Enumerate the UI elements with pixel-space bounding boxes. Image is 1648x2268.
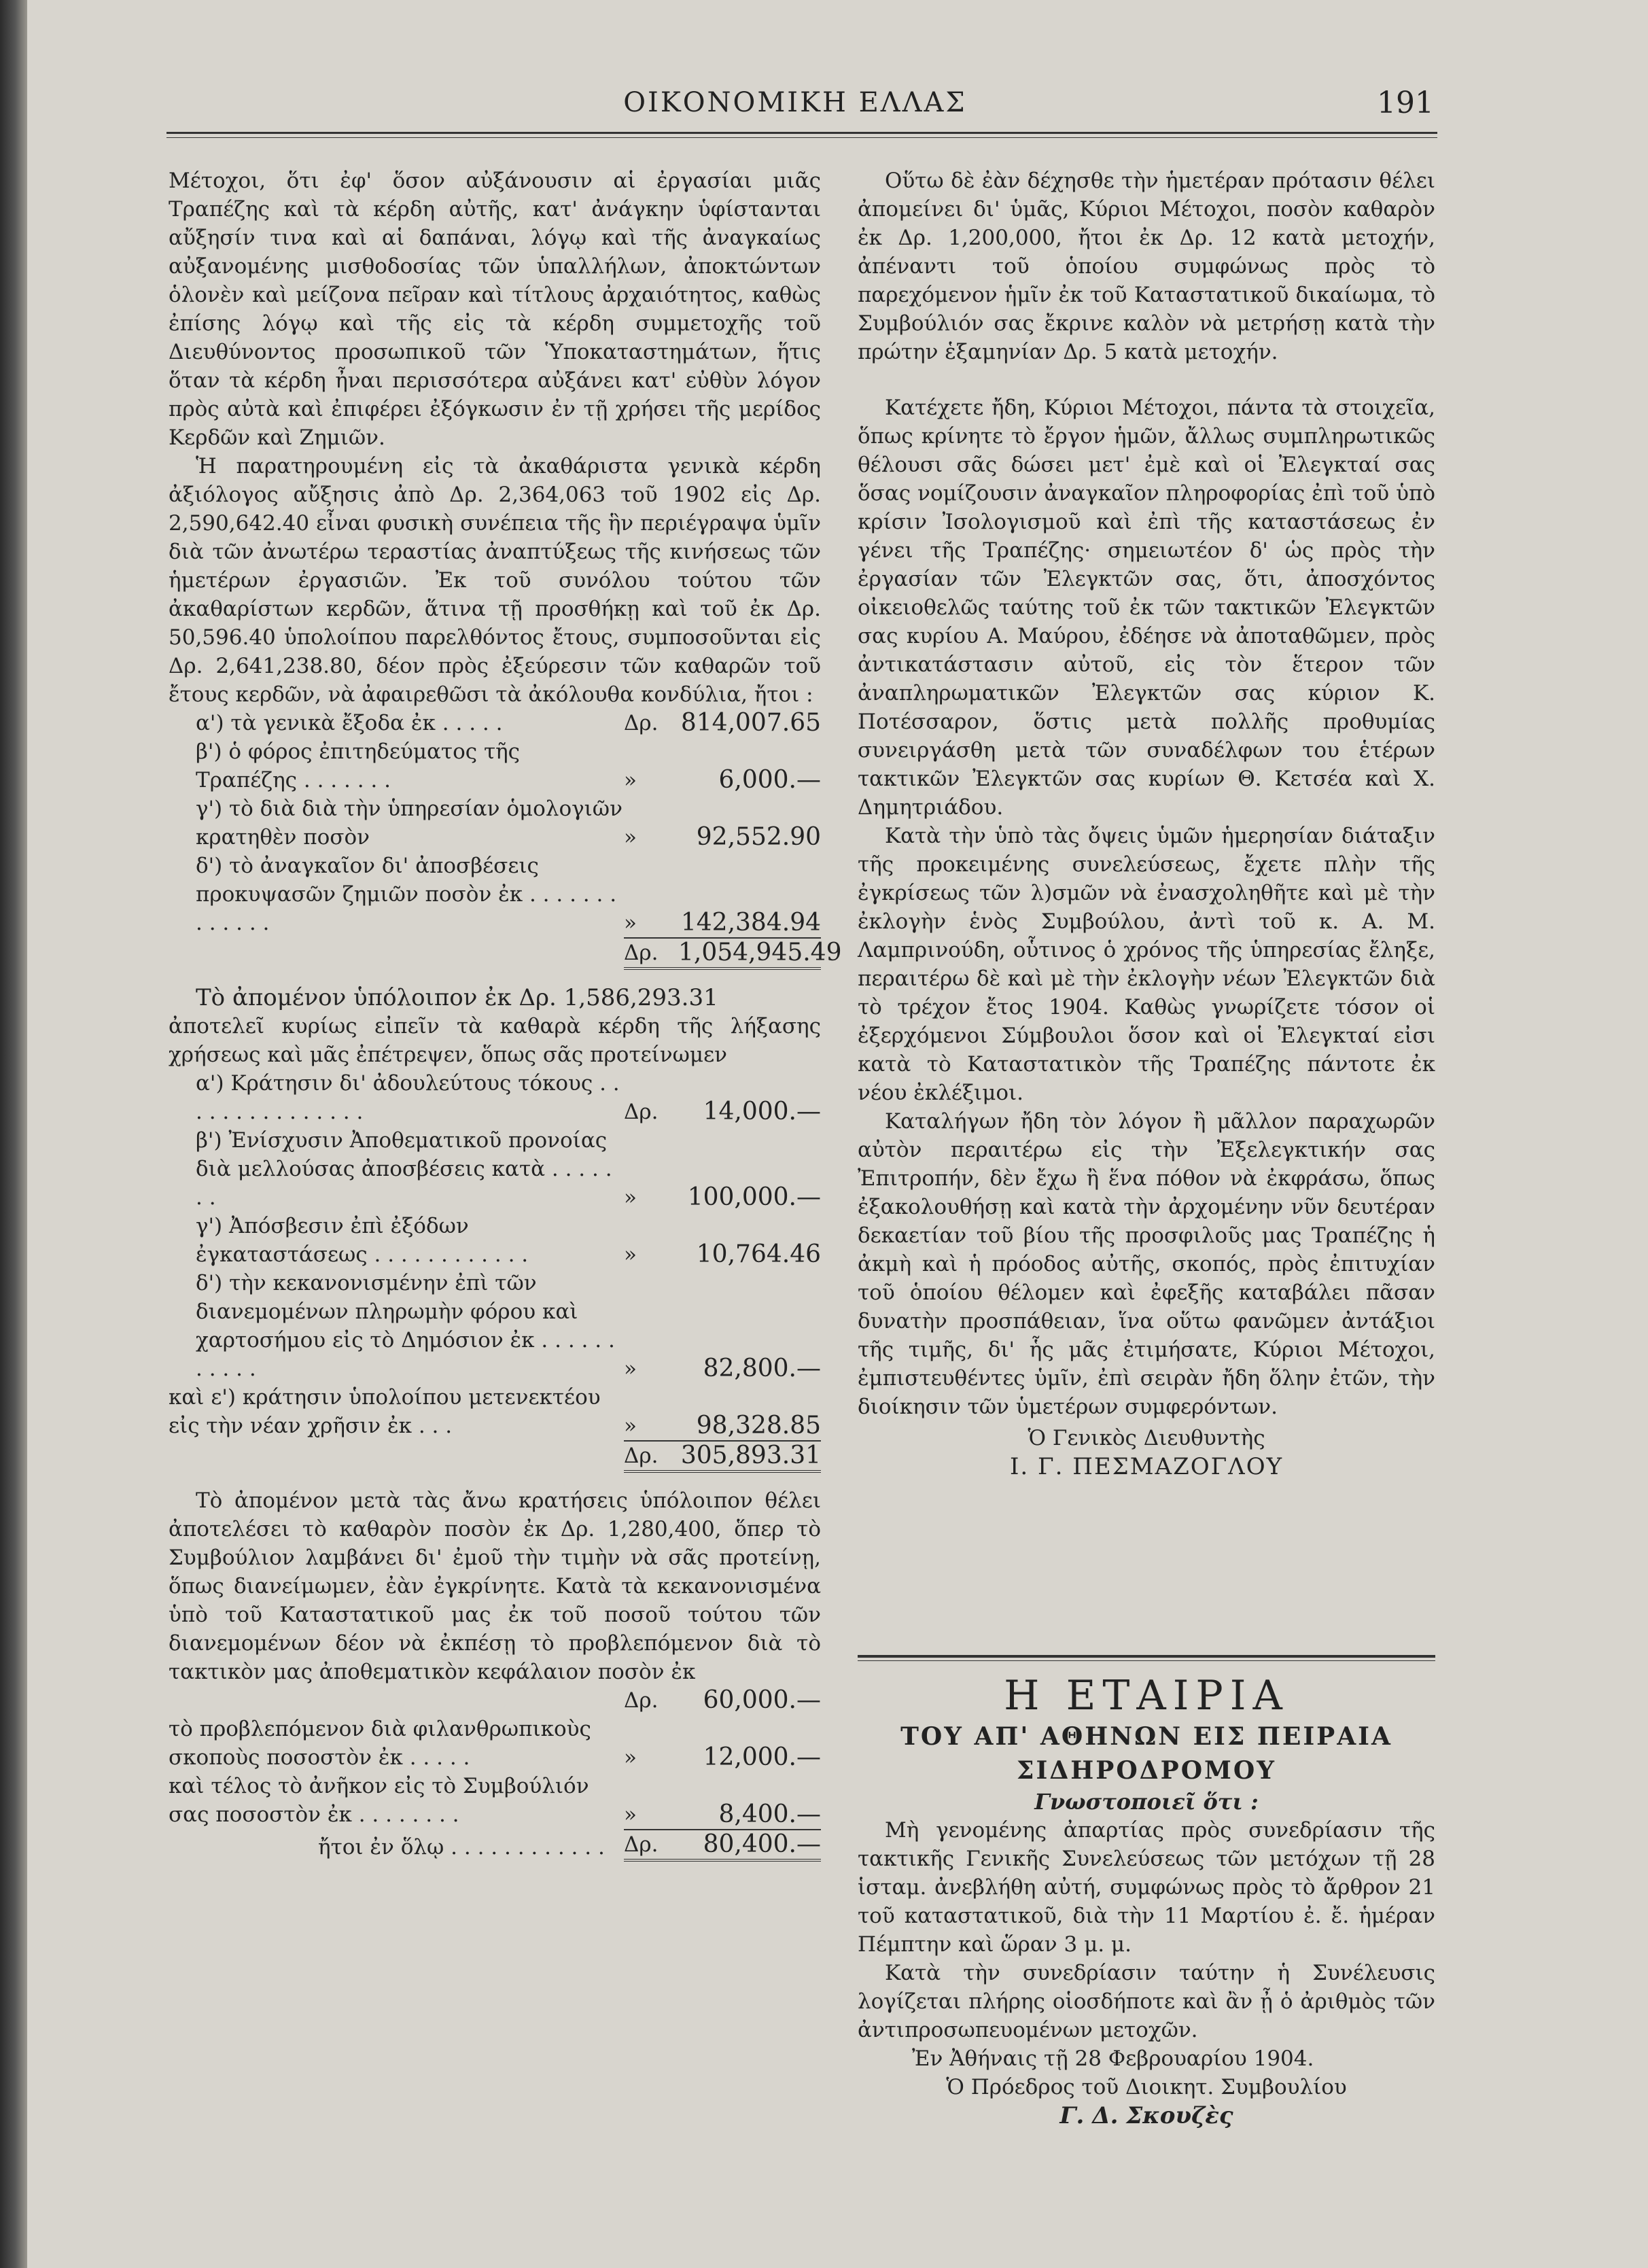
paragraph: Κατὰ τὴν ὑπὸ τὰς ὄψεις ὑμῶν ἡμερησίαν διάταξιν τῆς προκειμένης συνελεύσεως, ἔχετε πλὴν τῆς ἐγκρίσεως τῶν λ)σμῶν νὰ ἐνασχοληθῆτε καὶ μὲ τὴν ἐκλογὴν ἑνὸς Συμβούλου, ἀντὶ τοῦ κ. Α. Μ. Λαμπρινούδη, οὗτινος ὁ χρόνος τῆς ὑπηρεσίας ἔληξε, περαιτέρω δὲ καὶ μὲ τὴν ἐκλογὴν νέων Ἐλεγκτῶν διὰ τὸ τρέχον ἔτος 1904. Καθὼς γνωρίζετε τόσον οἱ ἐξερχόμενοι Σύμβουλοι ὅσον καὶ οἱ Ἐλεγκταί εἰσι κατὰ τὸ Καταστατικὸν τῆς Τραπέζης πάντοτε ἐκ νέου ἐκλέξιμοι.	[858, 824, 1435, 1105]
paragraph: Κατέχετε ἤδη, Κύριοι Μέτοχοι, πάντα τὰ στοιχεῖα, ὅπως κρίνητε τὸ ἔργον ἡμῶν, ἄλλως συμπληρωτικῶς θέλουσι σᾶς δώσει μετ' ἐμὲ καὶ οἱ Ἐλεγκταί σας ὅσας νομίζουσιν ἀναγκαῖον πληροφορίας ἐπὶ τοῦ ὑπὸ κρίσιν Ἰσολογισμοῦ καὶ ἐπὶ τῆς καταστάσεως ἐν γένει τῆς Τραπέζης· σημειωτέον δ' ὡς πρὸς τὴν ἐργασίαν τῶν Ἐλεγκτῶν σας, ὅτι, ἀποσχόντος οἰκειοθελῶς ταύτης τοῦ ἐκ τῶν τακτικῶν Ἐλεγκτῶν σας κυρίου Α. Μαύρου, ἐδέησε νὰ ἀποταθῶμεν, πρὸς ἀντικατάστασιν αὐτοῦ, εἰς τὸν ἕτερον τῶν ἀναπληρωματικῶν Ἐλεγκτῶν σας κύριον Κ. Ποτέσσαρον, ὅστις μετὰ πολλῆς προθυμίας συνειργάσθη μετὰ τῶν συναδέλφων του ἑτέρων τακτικῶν Ἐλεγκτῶν σας κυρίων Θ. Κετσέα καὶ Χ. Δημητριάδου.	[858, 396, 1435, 820]
allocations-list	[169, 1069, 821, 1473]
page-number: 191	[1377, 86, 1434, 120]
header-rule-thin	[166, 137, 1437, 138]
paragraph: Οὕτω δὲ ἐὰν δέχησθε τὴν ἡμετέραν πρότασιν θέλει ἀπομείνει δι' ὑμᾶς, Κύριοι Μέτοχοι, ποσὸν καθαρὸν ἐκ Δρ. 1,200,000, ἤτοι ἐκ Δρ. 12 κατὰ μετοχήν, ἀπέναντι τοῦ ὁποίου συμφώνως πρὸς τὸ παρεχόμενον ἡμῖν ἐκ τοῦ Καταστατικοῦ δικαίωμα, τὸ Συμβούλιόν σας ἔκρινε καλὸν νὰ μετρήσῃ κατὰ τὴν πρώτην ἑξαμηνίαν Δρ. 5 κατὰ μετοχήν.	[858, 169, 1435, 364]
notice-subtitle: ΤΟΥ ΑΠ' ΑΘΗΝΩΝ ΕΙΣ ΠΕΙΡΑΙΑ ΣΙΔΗΡΟΔΡΟΜΟΥ	[900, 1722, 1392, 1785]
distribution-list	[169, 1686, 821, 1862]
book-spine	[0, 0, 27, 2268]
list-total: Δρ. 305,893.31	[169, 1440, 821, 1473]
advertisement-rule-thin	[858, 1660, 1435, 1661]
signature-name: Ι. Γ. ΠΕΣΜΑΖΟΓΛΟΥ	[1009, 1453, 1284, 1480]
running-title: ΟΙΚΟΝΟΜΙΚΗ ΕΛΛΑΣ	[623, 87, 967, 118]
page-header	[156, 82, 1434, 129]
left-column	[169, 167, 842, 1862]
paragraph: Μέτοχοι, ὅτι ἐφ' ὅσον αὐξάνουσιν αἱ ἐργασίαι μιᾶς Τραπέζης καὶ τὰ κέρδη αὐτῆς, κατ' ἀνάγκην ὑφίστανται αὔξησίν τινα καὶ αἱ δαπάναι, λόγῳ καὶ τῆς ἀναγκαίως αὐξανομένης μισθοδοσίας τῶν ὑπαλλήλων, ἀποκτώντων ὁλονὲν καὶ μείζονα πεῖραν καὶ τίτλους ἀρχαιότητος, καθὼς ἐπίσης λόγῳ καὶ τῆς εἰς τὰ κέρδη συμμετοχῆς τοῦ Διευθύνοντος προσωπικοῦ τῶν Ὑποκαταστημάτων, ἥτις ὅταν τὰ κέρδη ἦναι περισσότερα αὐξάνει κατ' εὐθὺν λόγον πρὸς αὐτὰ καὶ ἐπιφέρει ἐξόγκωσιν ἐν τῇ χρήσει τῆς μερίδος Κερδῶν καὶ Ζημιῶν.	[169, 169, 821, 450]
right-column	[858, 167, 1435, 1481]
paragraph: Τὸ ἀπομένον μετὰ τὰς ἄνω κρατήσεις ὑπόλοιπον θέλει ἀποτελέσει τὸ καθαρὸν ποσὸν ἐκ Δρ. 1,280,400, ὅπερ τὸ Συμβούλιον λαμβάνει δι' ἐμοῦ τὴν τιμὴν νὰ σᾶς προτείνῃ, ὅπως διανείμωμεν, ἐὰν ἐγκρίνητε. Κατὰ τὰ κεκανονισμένα ὑπὸ τοῦ Καταστατικοῦ μας ἐκ τοῦ ποσοῦ τούτου τῶν διανεμομένων δέον νὰ ἐκπέσῃ τὸ προβλεπόμενον διὰ τὸ τακτικὸν μας ἀποθεματικὸν κεφάλαιον ποσὸν ἐκ	[169, 1488, 821, 1684]
list-item: γ') Ἀπόσβεσιν ἐπὶ ἐξόδων ἐγκαταστάσεως . . . . . . . . . . . . » 10,764.46	[196, 1214, 821, 1268]
list-item: τὸ προβλεπόμενον διὰ φιλανθρωπικοὺς σκοποὺς ποσοστὸν ἐκ . . . . . » 12,000.—	[169, 1717, 821, 1771]
list-item: δ') τὸ ἀναγκαῖον δι' ἀποσβέσεις προκυψασῶν ζημιῶν ποσὸν ἐκ . . . . . . . . . . . . . » 142,384.94	[196, 854, 821, 937]
notice-date: Ἐν Ἀθήναις τῇ 28 Φεβρουαρίου 1904.	[912, 2046, 1314, 2071]
paragraph: Μὴ γενομένης ἀπαρτίας πρὸς συνεδρίασιν τῆς τακτικῆς Γενικῆς Συνελεύσεως τῶν μετόχων τῇ 28 ἱσταμ. ἀνεβλήθη αὐτή, συμφώνως πρὸς τὸ ἄρθρον 21 τοῦ καταστατικοῦ, διὰ τὴν 11 Μαρτίου ἐ. ἔ. ἡμέραν Πέμπτην καὶ ὥραν 3 μ. μ.	[858, 1818, 1435, 1957]
list-total: Δρ. 1,054,945.49	[169, 937, 821, 970]
paragraph: Καταλήγων ἤδη τὸν λόγον ἢ μᾶλλον παραχωρῶν αὐτὸν περαιτέρω εἰς τὴν Ἐξελεγκτικήν σας Ἐπιτροπήν, δὲν ἔχω ἢ ἕνα πόθον νὰ ἐκφράσω, ὅπως ἐξακολουθήσῃ καὶ κατὰ τὴν ἀρχομένην νῦν δευτέραν δεκαετίαν τοῦ βίου τῆς προσφιλοῦς μας Τραπέζης ἡ ἀκμὴ καὶ ἡ πρόοδος αὐτῆς, σκοπός, πρὸς ἐπιτυχίαν τοῦ ὁποίου θέλομεν καὶ ἐφεξῆς καταβάλει πᾶσαν δυνατὴν προσπάθειαν, ἵνα οὕτω φανῶμεν ἀντάξιοι τῆς τιμῆς, δι' ἧς μᾶς ἐτιμήσατε, Κύριοι Μέτοχοι, ἐμπιστευθέντες ὑμῖν, ἐπὶ σειρὰν ἤδη ὅλην ἐτῶν, τὴν διοίκησιν τῶν ὑμετέρων συμφερόντων.	[858, 1109, 1435, 1419]
paragraph: ἀποτελεῖ κυρίως εἰπεῖν τὰ καθαρὰ κέρδη τῆς λήξασης χρήσεως καὶ μᾶς ἐπέτρεψεν, ὅπως σᾶς προτείνωμεν	[169, 1014, 821, 1067]
signature-role: Ὁ Γενικὸς Διευθυντὴς	[1028, 1426, 1265, 1450]
notice-title: Η ΕΤΑΙΡΙΑ	[1004, 1672, 1289, 1720]
list-item: καὶ τέλος τὸ ἀνῆκον εἰς τὸ Συμβούλιόν σας ποσοστὸν ἐκ . . . . . . . . » 8,400.—	[169, 1774, 821, 1828]
notice-signature: Γ. Δ. Σκουζὲς	[1059, 2102, 1233, 2129]
deductions-list	[169, 709, 842, 970]
paragraph: Κατὰ τὴν συνεδρίασιν ταύτην ἡ Συνέλευσις λογίζεται πλήρης οἱοσδήποτε καὶ ἂν ᾖ ὁ ἀριθμὸς τῶν ἀντιπροσωπευομένων μετοχῶν.	[858, 1961, 1435, 2042]
list-item: β') ὁ φόρος ἐπιτηδεύματος τῆς Τραπέζης . . . . . . . » 6,000.—	[196, 739, 821, 794]
list-total: ἤτοι ἐν ὅλῳ . . . . . . . . . . . . Δρ. 80,400.—	[169, 1829, 821, 1862]
list-item: β') Ἐνίσχυσιν Ἀποθεματικοῦ προνοίας διὰ μελλούσας ἀποσβέσεις κατὰ . . . . . . . » 100,000.—	[196, 1128, 821, 1211]
paragraph: Τὸ ἀπομένον ὑπόλοιπον ἐκ Δρ. 1,586,293.31	[196, 984, 718, 1011]
notice-heading: Γνωστοποιεῖ ὅτι :	[1034, 1789, 1259, 1815]
header-rule	[166, 132, 1437, 134]
advertisement-rule	[858, 1655, 1435, 1658]
list-item: καὶ ε') κράτησιν ὑπολοίπου μετενεκτέου εἰς τὴν νέαν χρῆσιν ἐκ . . . » 98,328.85	[169, 1385, 821, 1440]
list-item: α') Κράτησιν δι' ἀδουλεύτους τόκους . . . . . . . . . . . . . . . Δρ. 14,000.—	[196, 1071, 821, 1126]
list-item: δ') τὴν κεκανονισμένην ἐπὶ τῶν διανεμομένων πληρωμὴν φόρου καὶ χαρτοσήμου εἰς τὸ Δημόσιον ἐκ . . . . . . . . . . . » 82,800.—	[196, 1271, 821, 1382]
list-item: γ') τὸ διὰ διὰ τὴν ὑπηρεσίαν ὁμολογιῶν κρατηθὲν ποσὸν » 92,552.90	[196, 797, 821, 851]
paragraph: Ἡ παρατηρουμένη εἰς τὰ ἀκαθάριστα γενικὰ κέρδη ἀξιόλογος αὔξησις ἀπὸ Δρ. 2,364,063 τοῦ 1902 εἰς Δρ. 2,590,642.40 εἶναι φυσικὴ συνέπεια τῆς ἣν περιέγραψα ὑμῖν διὰ τῶν ἀνωτέρω τεραστίας ἀναπτύξεως τῆς κινήσεως τῶν ἡμετέρων ἐργασιῶν. Ἐκ τοῦ συνόλου τούτου τῶν ἀκαθαρίστων κερδῶν, ἅτινα τῇ προσθήκῃ καὶ τοῦ ἐκ Δρ. 50,596.40 ὑπολοίπου παρελθόντος ἔτους, συμποσοῦνται εἰς Δρ. 2,641,238.80, δέον πρὸς ἐξεύρεσιν τῶν καθαρῶν τοῦ ἔτους κερδῶν, νὰ ἀφαιρεθῶσι τὰ ἀκόλουθα κονδύλια, ἤτοι :	[169, 454, 821, 707]
list-item: α') τὰ γενικὰ ἔξοδα ἐκ . . . . . Δρ. 814,007.65	[196, 709, 821, 737]
notice-role: Ὁ Πρόεδρος τοῦ Διοικητ. Συμβουλίου	[946, 2075, 1347, 2099]
list-item: Δρ. 60,000.—	[624, 1686, 821, 1714]
advertisement-notice	[858, 1672, 1435, 2130]
